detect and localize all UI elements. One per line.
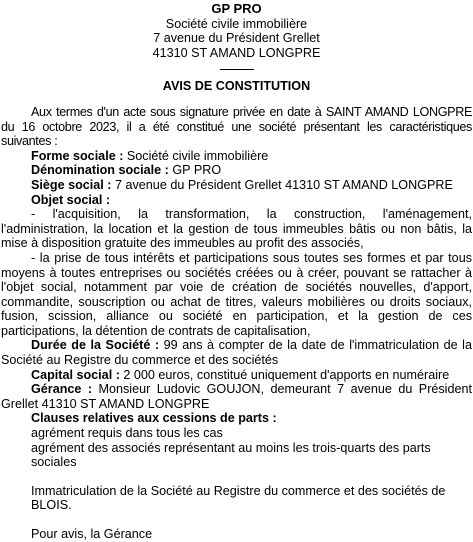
siege-value: 7 avenue du Président Grellet 41310 ST AMAND LONGPRE bbox=[111, 177, 453, 192]
intro-paragraph: Aux termes d'un acte sous signature privée en date à SAINT AMAND LONGPRE du 16 octobre 2023, il a été constitué une société présentant les caractéristiques suivantes : bbox=[1, 104, 472, 149]
objet-item-1: - l'acquisition, la transformation, la construction, l'aménagement, l'administration, la location et la gestion de tous immeubles bâtis ou non bâtis, la mise à disposition gratuite des immeubles au profit des associés, bbox=[1, 207, 472, 251]
signature: Pour avis, la Gérance bbox=[31, 527, 153, 541]
clauses-line-2: agrément des associés représentant au moins les trois-quarts des parts sociales bbox=[31, 440, 431, 470]
company-type: Société civile immobilière bbox=[165, 16, 308, 31]
clauses-cessions bbox=[1, 411, 472, 426]
gerance-label: Gérance : bbox=[31, 382, 93, 397]
denomination-label: Dénomination sociale : bbox=[31, 163, 169, 178]
siege-label: Siège social : bbox=[31, 177, 112, 192]
denomination-sociale bbox=[1, 163, 472, 178]
duree-societe bbox=[1, 338, 472, 367]
denomination-value: GP PRO bbox=[168, 163, 222, 178]
siege-social bbox=[1, 178, 472, 193]
spacer bbox=[1, 470, 472, 484]
spacer bbox=[1, 513, 472, 527]
notice-title: AVIS DE CONSTITUTION bbox=[162, 79, 311, 94]
forme-sociale bbox=[1, 149, 472, 164]
capital-social bbox=[1, 368, 472, 383]
company-address-line1: 7 avenue du Président Grellet bbox=[153, 31, 320, 46]
company-address-line2: 41310 ST AMAND LONGPRE bbox=[152, 45, 321, 60]
objet-social bbox=[1, 193, 472, 208]
immatriculation: Immatriculation de la Société au Registre du commerce et des sociétés de BLOIS. bbox=[31, 483, 446, 513]
clauses-line-1: agrément requis dans tous les cas bbox=[31, 426, 223, 441]
objet-item-2: - la prise de tous intérêts et participations sous toutes ses formes et par tous moyens à toutes entreprises ou sociétés créées ou à créer, pouvant se rattacher à l'objet social, notamment par voie de création de sociétés nouvelles, d'apport, commandite, souscription ou achat de titres, valeurs mobilières ou droits sociaux, fusion, scission, alliance ou société en participation, et la gestion de ces participations, la détention de contrats de capitalisation, bbox=[1, 250, 472, 338]
gerance bbox=[1, 382, 472, 411]
gerance-value: Monsieur Ludovic GOUJON, demeurant 7 avenue du Président Grellet 41310 ST AMAND LONGPRE bbox=[1, 382, 472, 411]
clauses-label: Clauses relatives aux cessions de parts : bbox=[31, 411, 277, 426]
divider bbox=[220, 69, 254, 70]
duree-label: Durée de la Société : bbox=[31, 338, 160, 353]
forme-label: Forme sociale : bbox=[31, 148, 124, 163]
duree-value: 99 ans à compter de la date de l'immatriculation de la Société au Registre du commerce et des sociétés bbox=[1, 338, 472, 368]
forme-value: Société civile immobilière bbox=[123, 148, 269, 163]
capital-value: 2 000 euros, constitué uniquement d'apports en numéraire bbox=[119, 367, 450, 382]
capital-label: Capital social : bbox=[31, 367, 120, 382]
company-name: GP PRO bbox=[211, 1, 262, 16]
objet-label: Objet social : bbox=[31, 192, 111, 207]
